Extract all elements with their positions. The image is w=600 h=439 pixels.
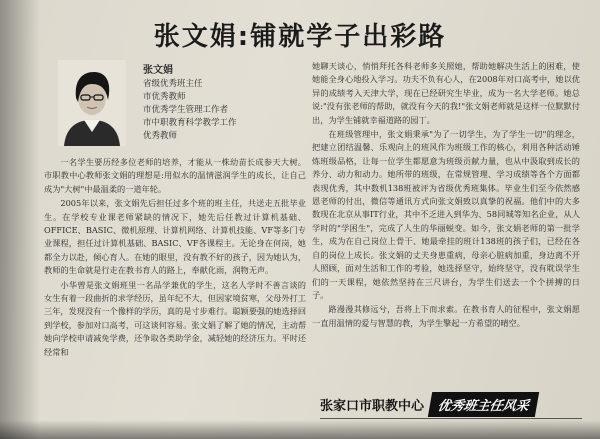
page-bottom-shadow: [0, 420, 600, 439]
article-headline: 张文娟:铺就学子出彩路: [153, 22, 447, 52]
profile-title: 市优秀教师: [143, 92, 186, 102]
column-footer: [320, 390, 582, 418]
footer-organization: 张家口市职教中心: [320, 398, 425, 414]
article-paragraph: 一名学生要历经多位老师的培养，才能从一株幼苗长成参天大树。市职教中心教师张文娟的理想是:用似水的温情滋润学生的成长，让自己成为"大树"中最温柔的一道年轮。: [44, 157, 306, 194]
profile-title: 市优秀学生管理工作者: [143, 105, 229, 115]
article-column-left: [44, 156, 306, 424]
teacher-portrait: [58, 60, 126, 146]
profile-title: 市中职教育科学教学工作: [143, 118, 237, 128]
article-paragraph: 小华曾是张文娟班里一名品学兼优的学生，这名人学时不善言谈的女生有着一段曲折的求学经历，虽年纪不大，但因家境贫寒，父母外打工三年，发现没有一个像样的学历，真的是寸步难行。聪颖要强的她选择回到学校，参加对口高考，可这谈何容易。张文娟了解了她的情况，主动帮她向学校申请减免学费，还争取各类助学金，减轻她的经济压力。平时还经常和: [44, 279, 306, 357]
article-paragraph: 她聊天谈心，悄悄拜托各科老师多关照她，帮助她解决生活上的困难，使她能全身心地投入学习。功夫不负有心人，在2008年对口高考中，她以优异的成绩考入天津大学，现在已经研究生毕业，成为一名大学老师。她总说:"没有张老师的帮助，就没有今天的我!"张文娟老师就是这样一位默默付出，为学生铺就幸福道路的园丁。: [312, 61, 580, 125]
footer-divider: [320, 418, 582, 419]
article-paragraph: 在班级管理中，张文娟秉承"为了一切学生，为了学生一切"的理念，把建立团结温馨、乐观向上的班风作为班级工作的核心，利用各种活动锤炼班级品格，让每一位学生都愿意为班级贡献力量，也从中汲取到成长的养分、动力和动力。她所带的班级，在常规管理、学习成绩等各个方面都表现优秀，其中数机138班被评为省级优秀班集体。毕业生们至今依然感恩老师的付出，微信等通讯方式向张文娟致以真挚的祝福。他们中的大多数现在北京从事IT行业，其中不乏进入到华为、58同城等知名企业，从人学时的"学困生"，完成了人生的华丽蜕变。如今，张文娟老师的第一批学生，成为在自己岗位上骨干、她最牵挂的班计138班的孩子们，已经在各自的岗位上成长。张文娟的丈夫身患重病，母亲心脏病加重，身边离不开人照顾，面对生活和工作的考验，她选择坚守，始终坚守，没有耽误学生们的一天课程，她依然坚持在三尺讲台，为学生们送去一个个拼搏的日子。: [312, 129, 580, 300]
article-paragraph: 路漫漫其修远兮，吾将上下而求索。在教书育人的征程中，张文娟愿一直用温情的爱与智慧的教，为学生擎起一方希望的晴空。: [312, 304, 580, 328]
teacher-profile: [143, 64, 303, 143]
profile-title: 省级优秀班主任: [143, 79, 203, 89]
page-edge-shadow: [0, 0, 40, 439]
profile-title: 优秀教师: [143, 131, 178, 141]
article-column-right: [312, 60, 580, 390]
teacher-name: 张文娟: [143, 65, 173, 76]
article-paragraph: 2005年以来，张文娟先后担任过多个班的班主任，共送走五批毕业生。在学校专业课老师紧缺的情况下，她先后任教过计算机基础、OFFICE、BASIC、微机原理、计算机网络、计算机技能、VF等多门专业课程，担任过计算机基础、BASIC、VF各课程主。无论身在何岗，她都全力以赴，倾心育人。在她的眼里，没有教不好的孩子，因为她认为，教师的生命就是行走在教书育人的路上，奉献化雨，润物无声。: [44, 198, 306, 276]
footer-column-title: 优秀班主任风采: [428, 392, 539, 417]
